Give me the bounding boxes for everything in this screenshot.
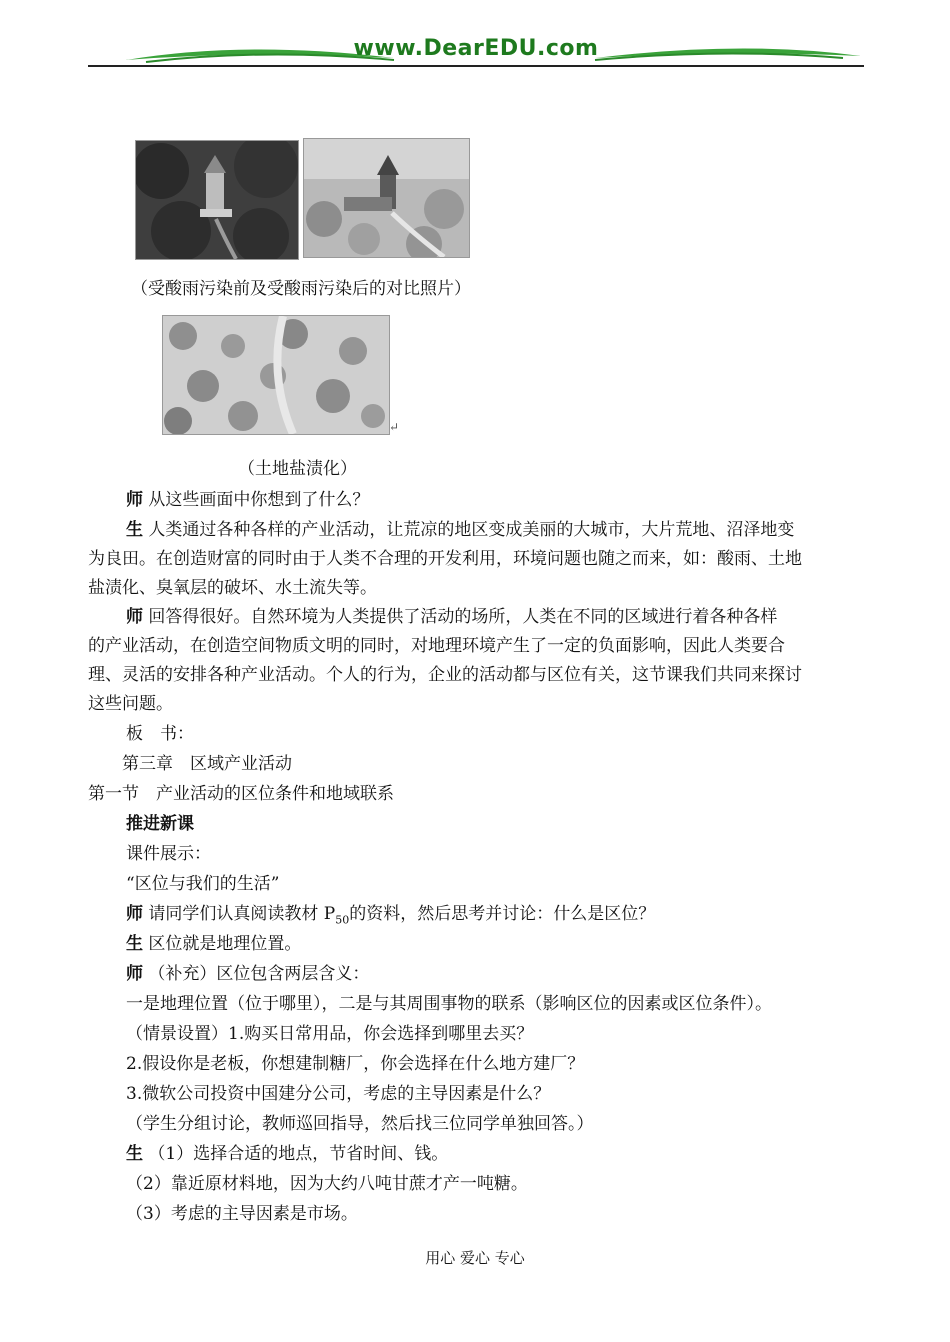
speaker-teacher: 师 — [126, 607, 143, 627]
new-lesson-heading: 推进新课 — [126, 814, 194, 834]
dialogue-student-1-line3: 盐渍化、臭氧层的破坏、水土流失等。 — [88, 578, 377, 598]
page-subscript: 50 — [335, 913, 350, 927]
dialogue-student-1-line2: 为良田。在创造财富的同时由于人类不合理的开发利用，环境问题也随之而来，如：酸雨、土地 — [88, 549, 802, 569]
page-header — [88, 32, 864, 72]
dialogue-text: （1）选择合适的地点，节省时间、钱。 — [148, 1144, 449, 1164]
courseware-label: 课件展示： — [126, 844, 211, 864]
dialogue-teacher-2-line3: 理、灵活的安排各种产业活动。个人的行为，企业的活动都与区位有关，这节课我们共同来探讨 — [88, 665, 802, 685]
speaker-student: 生 — [126, 934, 143, 954]
dialogue-text: 区位就是地理位置。 — [148, 934, 302, 954]
speaker-teacher: 师 — [126, 964, 143, 984]
return-mark: ↵ — [389, 420, 400, 434]
dialogue-text: 人类通过各种各样的产业活动，让荒凉的地区变成美丽的大城市，大片荒地、沼泽地变 — [148, 520, 795, 540]
photo-after-acid-rain — [303, 138, 470, 258]
header-swoosh-right — [593, 38, 863, 68]
speaker-student: 生 — [126, 1144, 143, 1164]
scenario-question-3: 3.微软公司投资中国建分公司，考虑的主导因素是什么？ — [126, 1084, 551, 1104]
speaker-student: 生 — [126, 520, 143, 540]
dialogue-teacher-2-line2: 的产业活动，在创造空间物质文明的同时，对地理环境产生了一定的负面影响，因此人类要合 — [88, 636, 785, 656]
dialogue-text: 回答得很好。自然环境为人类提供了活动的场所，人类在不同的区域进行着各种各样 — [148, 607, 778, 627]
speaker-teacher: 师 — [126, 490, 143, 510]
answer-2: （2）靠近原材料地，因为大约八吨甘蔗才产一吨糖。 — [126, 1174, 528, 1194]
chapter-title: 第三章 区域产业活动 — [122, 754, 292, 774]
courseware-title: “区位与我们的生活” — [126, 874, 280, 894]
photo-caption-salinization: （土地盐渍化） — [238, 459, 357, 479]
dialogue-student-2 — [126, 929, 301, 954]
dialogue-student-3 — [126, 1139, 448, 1164]
site-logo: www.DearEDU.com — [353, 36, 599, 61]
location-meaning: 一是地理位置（位于哪里），二是与其周围事物的联系（影响区位的因素或区位条件）。 — [126, 994, 772, 1014]
speaker-teacher: 师 — [126, 904, 143, 924]
section-title: 第一节 产业活动的区位条件和地域联系 — [88, 784, 394, 804]
dialogue-text: 的资料，然后思考并讨论：什么是区位？ — [349, 904, 656, 924]
header-rule — [88, 65, 864, 67]
page-footer: 用心 爱心 专心 — [425, 1249, 525, 1267]
dialogue-text: 从这些画面中你想到了什么？ — [148, 490, 370, 510]
dialogue-teacher-2-line4: 这些问题。 — [88, 694, 173, 714]
discussion-note: （学生分组讨论，教师巡回指导，然后找三位同学单独回答。） — [126, 1114, 594, 1134]
dialogue-text: 请同学们认真阅读教材 P — [148, 904, 336, 924]
dialogue-teacher-3 — [126, 899, 655, 926]
photo-before-acid-rain — [135, 140, 299, 260]
dialogue-teacher-2-line1 — [126, 602, 777, 627]
board-label: 板 书： — [126, 724, 194, 744]
dialogue-text: （补充）区位包含两层含义： — [148, 964, 370, 984]
photo-caption-acid-rain: （受酸雨污染前及受酸雨污染后的对比照片） — [131, 279, 471, 299]
dialogue-student-1-line1 — [126, 515, 794, 540]
scenario-question-2: 2.假设你是老板，你想建制糖厂，你会选择在什么地方建厂？ — [126, 1054, 585, 1074]
answer-3: （3）考虑的主导因素是市场。 — [126, 1204, 358, 1224]
dialogue-teacher-4 — [126, 959, 369, 984]
scenario-question-1: （情景设置）1.购买日常用品，你会选择到哪里去买？ — [126, 1024, 534, 1044]
photo-soil-salinization — [162, 315, 390, 435]
dialogue-teacher-1 — [126, 485, 369, 510]
